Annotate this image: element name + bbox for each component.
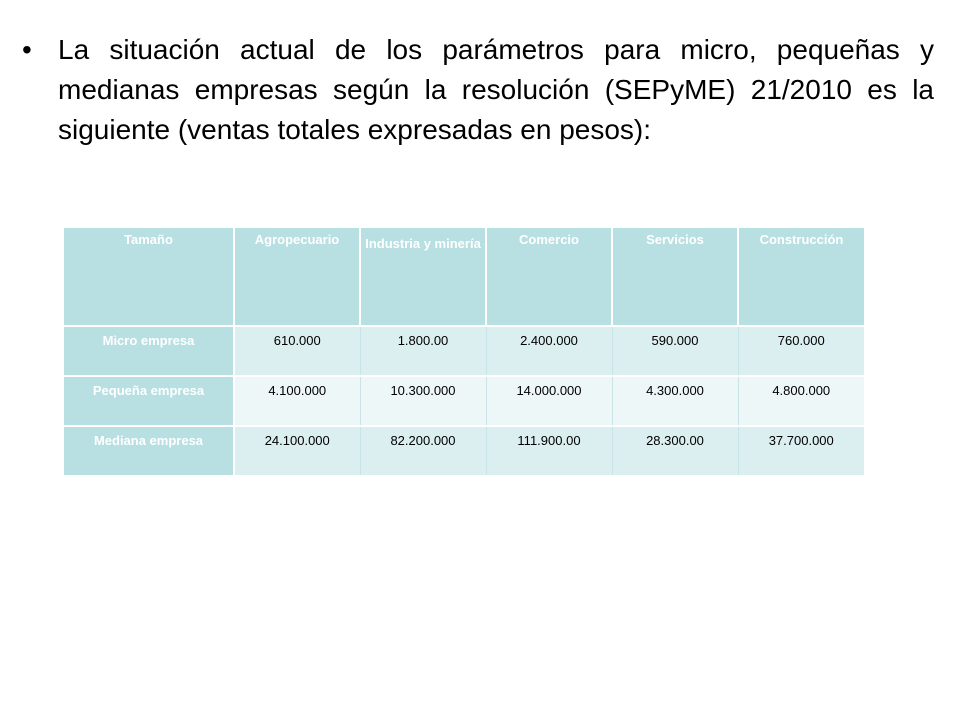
row-label: Micro empresa [64,326,234,376]
table-cell: 1.800.00 [360,326,486,376]
table-cell: 14.000.000 [486,376,612,426]
table-row-micro [64,326,864,376]
table-cell: 82.200.000 [360,426,486,476]
table-cell: 10.300.000 [360,376,486,426]
row-label: Pequeña empresa [64,376,234,426]
table-row-mediana [64,426,864,476]
header-servicios: Servicios [612,228,738,326]
header-comercio: Comercio [486,228,612,326]
table-cell: 4.800.000 [738,376,864,426]
table-cell: 37.700.000 [738,426,864,476]
table-cell: 4.300.000 [612,376,738,426]
table-cell: 28.300.00 [612,426,738,476]
table-cell: 4.100.000 [234,376,360,426]
table-row-pequena [64,376,864,426]
header-industria-mineria [360,228,486,326]
header-industria-mineria-label: Industria y minería [365,236,481,251]
bullet-point-icon: • [22,34,32,65]
sme-parameters-table [64,228,864,477]
table-cell: 24.100.000 [234,426,360,476]
table-cell: 590.000 [612,326,738,376]
row-label: Mediana empresa [64,426,234,476]
table-cell: 111.900.00 [486,426,612,476]
header-tamano: Tamaño [64,228,234,326]
header-agropecuario: Agropecuario [234,228,360,326]
header-construccion: Construcción [738,228,864,326]
table-cell: 760.000 [738,326,864,376]
bullet-text: La situación actual de los parámetros para micro, pequeñas y medianas empresas según la resolución (SEPyME) 21/2010 es la siguiente (ventas totales expresadas en pesos): [58,34,934,145]
table-cell: 610.000 [234,326,360,376]
bullet-paragraph [22,30,934,150]
table-cell: 2.400.000 [486,326,612,376]
table-header-row [64,228,864,326]
